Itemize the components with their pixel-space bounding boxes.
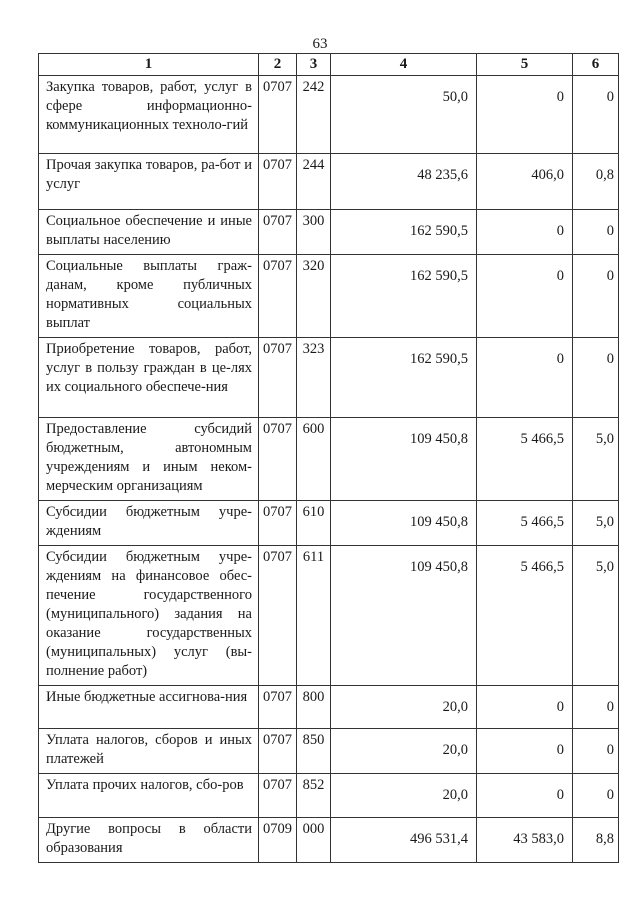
column-header-5: 5	[477, 54, 573, 76]
percent-executed: 0,8	[573, 154, 619, 210]
expense-code: 244	[297, 154, 331, 210]
amount-planned: 162 590,5	[331, 255, 477, 338]
amount-planned: 496 531,4	[331, 818, 477, 863]
expense-code: 320	[297, 255, 331, 338]
percent-executed: 5,0	[573, 546, 619, 686]
table-row	[39, 418, 619, 501]
row-name: Уплата прочих налогов, сбо-ров	[39, 774, 259, 818]
page-number: 63	[312, 36, 328, 52]
percent-executed: 0	[573, 76, 619, 154]
amount-executed: 0	[477, 774, 573, 818]
section-code: 0707	[259, 501, 297, 546]
expense-code: 610	[297, 501, 331, 546]
section-code: 0707	[259, 418, 297, 501]
percent-executed: 5,0	[573, 501, 619, 546]
amount-executed: 0	[477, 76, 573, 154]
amount-planned: 109 450,8	[331, 546, 477, 686]
table-row	[39, 501, 619, 546]
expense-code: 852	[297, 774, 331, 818]
percent-executed: 0	[573, 255, 619, 338]
section-code: 0707	[259, 154, 297, 210]
row-name: Закупка товаров, работ, услуг в сфере информационно-коммуникационных техноло-гий	[39, 76, 259, 154]
row-name: Иные бюджетные ассигнова-ния	[39, 686, 259, 729]
expense-code: 000	[297, 818, 331, 863]
column-header-1: 1	[39, 54, 259, 76]
table-row	[39, 546, 619, 686]
section-code: 0707	[259, 76, 297, 154]
column-header-2: 2	[259, 54, 297, 76]
amount-planned: 162 590,5	[331, 210, 477, 255]
row-name: Уплата налогов, сборов и иных платежей	[39, 729, 259, 774]
percent-executed: 5,0	[573, 418, 619, 501]
percent-executed: 0	[573, 686, 619, 729]
expense-code: 800	[297, 686, 331, 729]
table-row	[39, 210, 619, 255]
section-code: 0707	[259, 686, 297, 729]
table-row	[39, 774, 619, 818]
amount-planned: 48 235,6	[331, 154, 477, 210]
percent-executed: 8,8	[573, 818, 619, 863]
section-code: 0707	[259, 210, 297, 255]
expense-code: 850	[297, 729, 331, 774]
percent-executed: 0	[573, 774, 619, 818]
expense-code: 600	[297, 418, 331, 501]
amount-executed: 5 466,5	[477, 418, 573, 501]
table-row	[39, 338, 619, 418]
row-name: Социальное обеспечение и иные выплаты населению	[39, 210, 259, 255]
percent-executed: 0	[573, 210, 619, 255]
column-header-4: 4	[331, 54, 477, 76]
amount-executed: 0	[477, 255, 573, 338]
row-name: Субсидии бюджетным учре-ждениям на финансовое обес-печение государственного (муниципального) задания на оказание государственных (муниципальных) услуг (вы-полнение работ)	[39, 546, 259, 686]
expense-code: 611	[297, 546, 331, 686]
amount-planned: 50,0	[331, 76, 477, 154]
amount-executed: 0	[477, 338, 573, 418]
table-row	[39, 818, 619, 863]
section-code: 0707	[259, 255, 297, 338]
amount-executed: 5 466,5	[477, 501, 573, 546]
amount-executed: 406,0	[477, 154, 573, 210]
amount-planned: 20,0	[331, 686, 477, 729]
amount-planned: 20,0	[331, 774, 477, 818]
section-code: 0707	[259, 546, 297, 686]
budget-table	[38, 53, 619, 863]
table-row	[39, 255, 619, 338]
row-name: Прочая закупка товаров, ра-бот и услуг	[39, 154, 259, 210]
table-row	[39, 76, 619, 154]
section-code: 0707	[259, 729, 297, 774]
amount-executed: 0	[477, 729, 573, 774]
amount-planned: 20,0	[331, 729, 477, 774]
expense-code: 300	[297, 210, 331, 255]
amount-planned: 162 590,5	[331, 338, 477, 418]
header-row	[39, 54, 619, 76]
percent-executed: 0	[573, 338, 619, 418]
section-code: 0707	[259, 774, 297, 818]
amount-executed: 0	[477, 210, 573, 255]
row-name: Приобретение товаров, работ, услуг в пользу граждан в це-лях их социального обеспече-ния	[39, 338, 259, 418]
table-row	[39, 154, 619, 210]
row-name: Другие вопросы в области образования	[39, 818, 259, 863]
percent-executed: 0	[573, 729, 619, 774]
table-row	[39, 686, 619, 729]
table-row	[39, 729, 619, 774]
expense-code: 323	[297, 338, 331, 418]
expense-code: 242	[297, 76, 331, 154]
section-code: 0707	[259, 338, 297, 418]
amount-planned: 109 450,8	[331, 501, 477, 546]
amount-executed: 43 583,0	[477, 818, 573, 863]
amount-planned: 109 450,8	[331, 418, 477, 501]
row-name: Социальные выплаты граж-данам, кроме публичных нормативных социальных выплат	[39, 255, 259, 338]
amount-executed: 0	[477, 686, 573, 729]
column-header-3: 3	[297, 54, 331, 76]
amount-executed: 5 466,5	[477, 546, 573, 686]
row-name: Субсидии бюджетным учре-ждениям	[39, 501, 259, 546]
row-name: Предоставление субсидий бюджетным, автономным учреждениям и иным неком-мерческим организациям	[39, 418, 259, 501]
section-code: 0709	[259, 818, 297, 863]
column-header-6: 6	[573, 54, 619, 76]
